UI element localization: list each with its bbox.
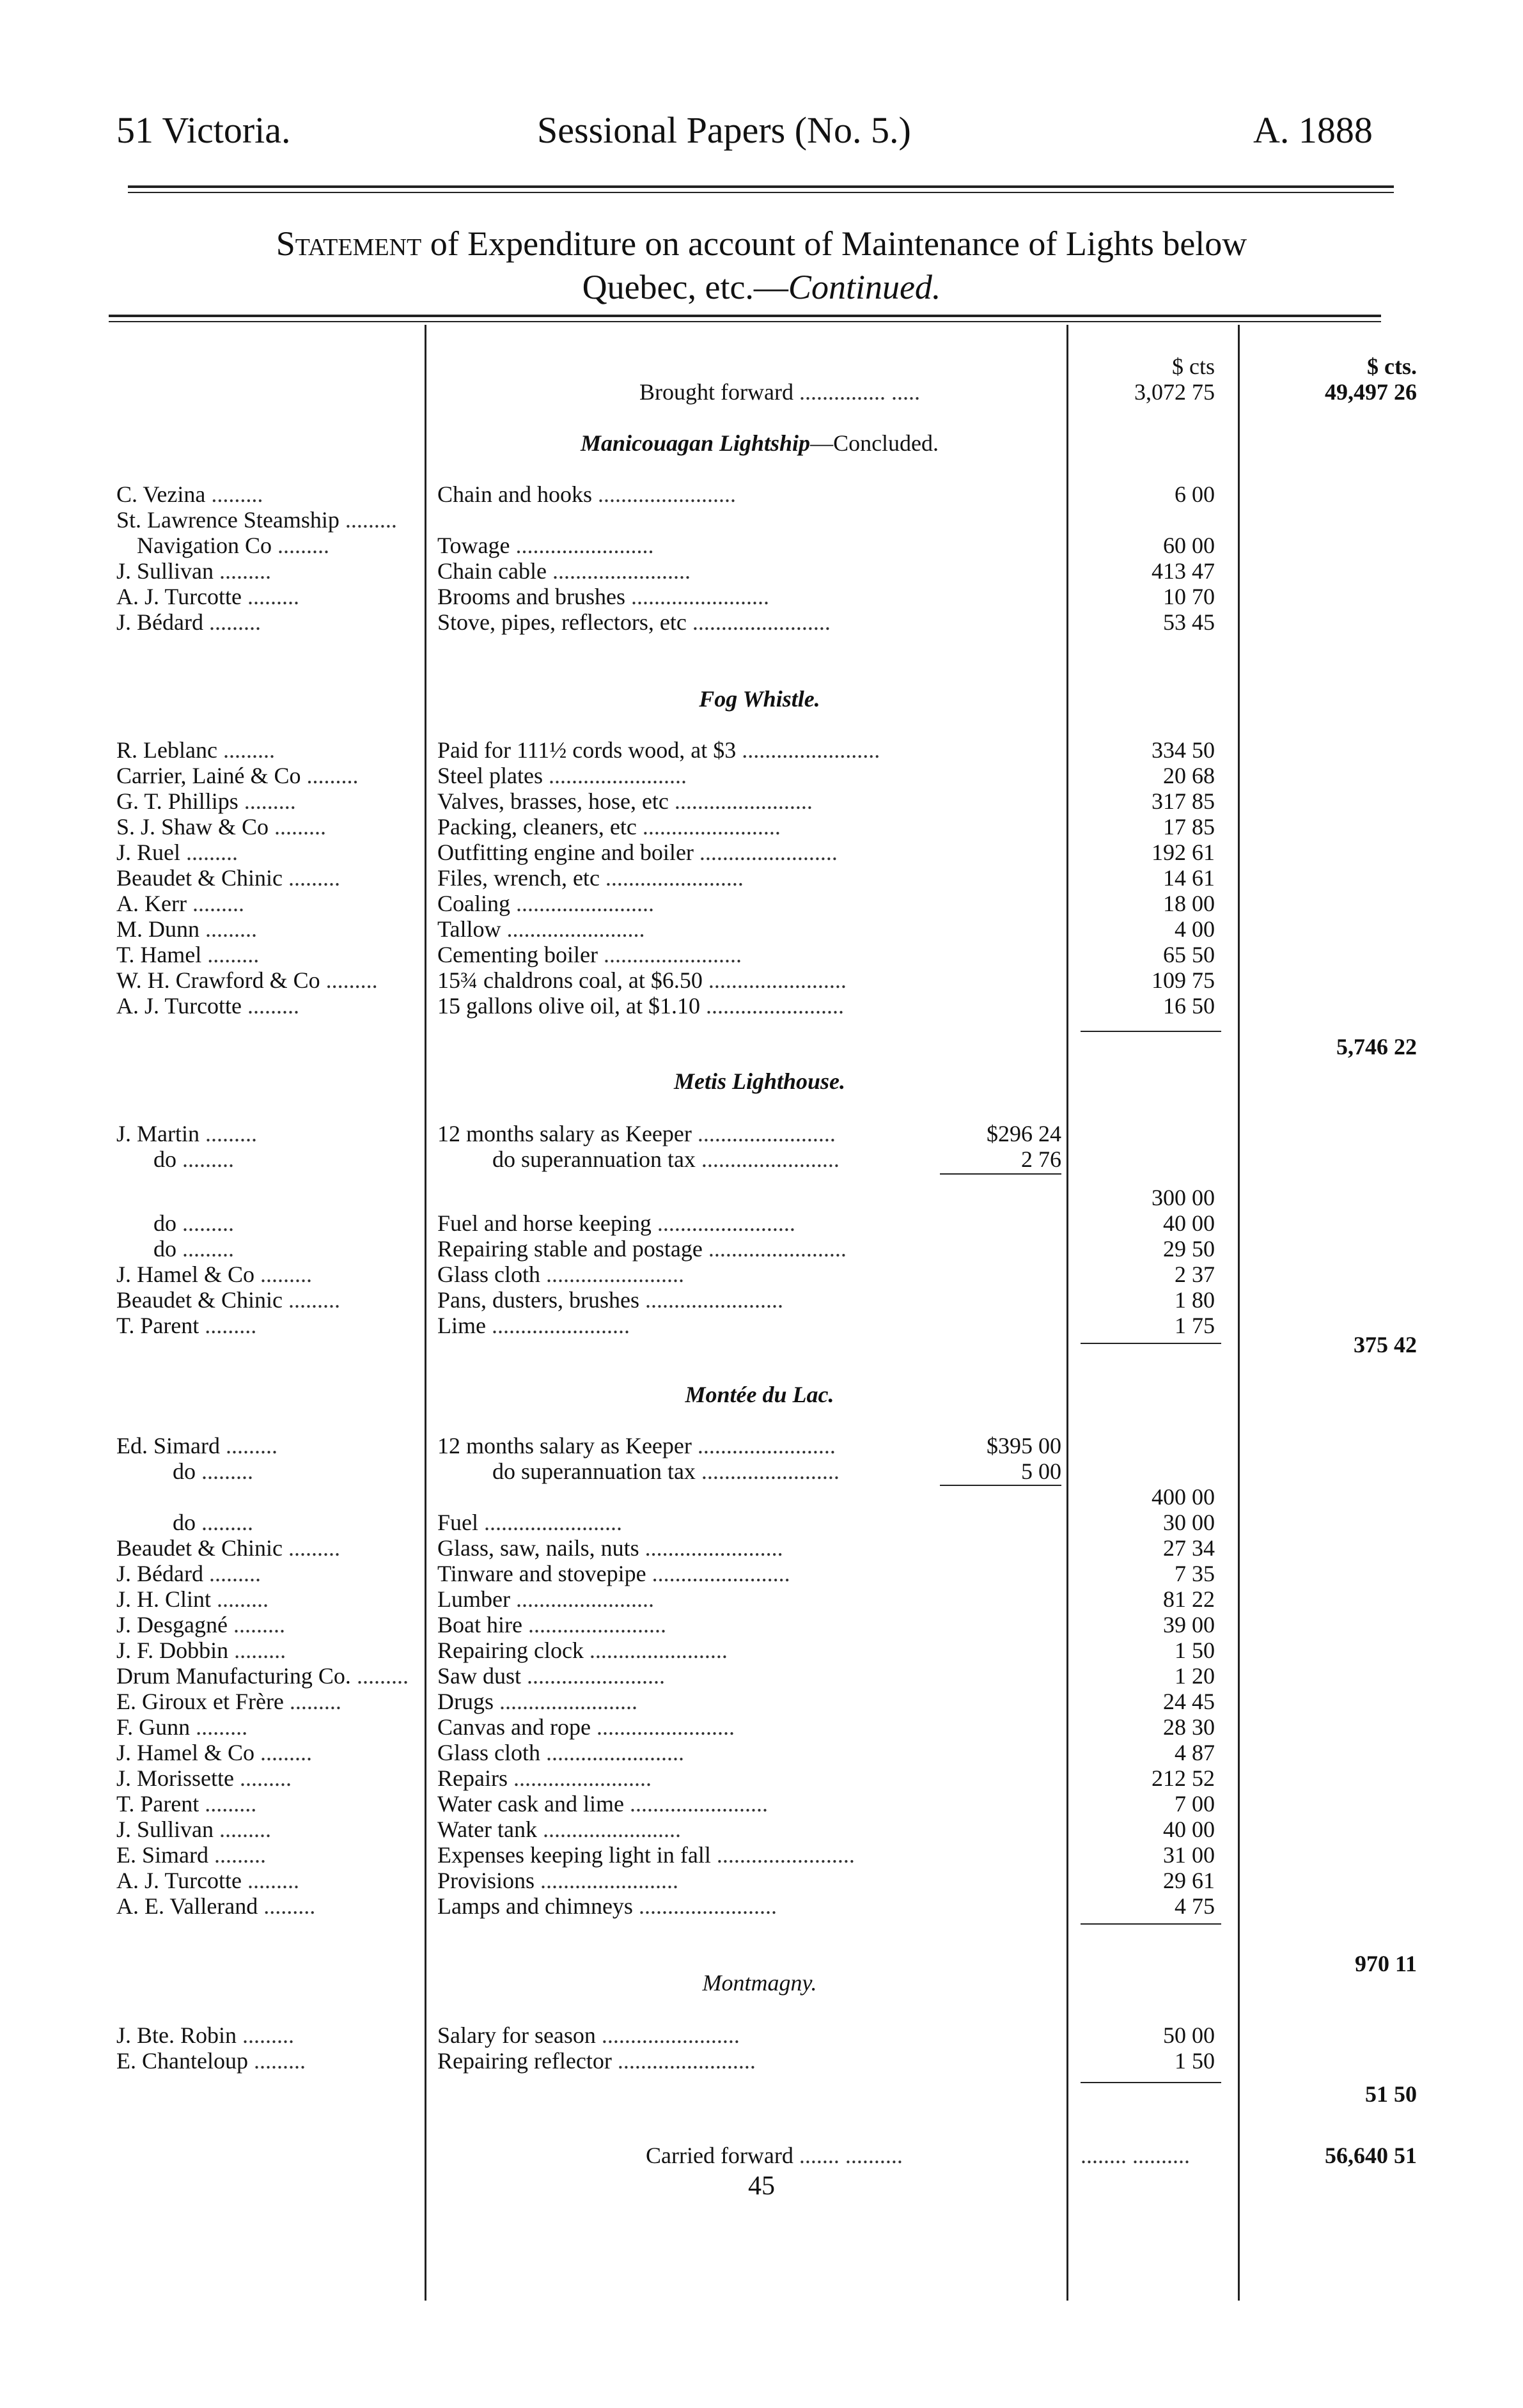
amount: 27 34 [1163, 1535, 1215, 1561]
leader-dots: ......... [238, 788, 296, 814]
salary-line: 12 months salary as Keeper ........................ [437, 1121, 836, 1146]
item: Expenses keeping light in fall ........................ [437, 1842, 855, 1868]
payee: A. J. Turcotte ......... [116, 584, 300, 609]
leader-dots: ......... [190, 1714, 248, 1740]
salary-line: 12 months salary as Keeper ........................ [437, 1433, 836, 1458]
leader-dots: ........................ [668, 788, 813, 814]
salary-rule [940, 1173, 1061, 1175]
superannuation-amount: 2 76 [1021, 1146, 1061, 1172]
item: Saw dust ........................ [437, 1663, 666, 1689]
header-rule-bottom [128, 192, 1394, 193]
payee: J. Bédard ......... [116, 609, 261, 635]
amount: 400 00 [1152, 1484, 1215, 1510]
leader-dots: ......... [282, 865, 340, 891]
statement-title-line1 [0, 224, 1523, 263]
leader-dots: ........................ [485, 1313, 630, 1338]
payee: Beaudet & Chinic ......... [116, 1287, 340, 1313]
leader-dots: ......... [186, 891, 244, 916]
leader-dots: ......... [208, 1842, 266, 1868]
leader-dots: ......... [320, 967, 378, 993]
amount: 4 75 [1175, 1893, 1215, 1919]
leader-dots: ........................ [590, 1714, 735, 1740]
section-total-metis: 375 42 [1354, 1332, 1417, 1357]
payee: R. Leblanc ......... [116, 737, 275, 763]
leader-dots: ........................ [702, 1236, 847, 1262]
amount: 81 22 [1163, 1586, 1215, 1612]
item: Glass, saw, nails, nuts ........................ [437, 1535, 783, 1561]
leader-dots: ......... [199, 1791, 257, 1817]
amount: 7 35 [1175, 1561, 1215, 1586]
leader-dots: ........................ [639, 1535, 783, 1561]
amount: 50 00 [1163, 2022, 1215, 2048]
running-header-right: A. 1888 [1253, 109, 1373, 151]
page-number: 45 [748, 2171, 775, 2201]
leader-dots: ......... [237, 2022, 295, 2048]
section-heading-manicouagan [437, 430, 1082, 457]
item: 15 gallons olive oil, at $1.10 ........................ [437, 993, 844, 1019]
payee: A. J. Turcotte ......... [116, 993, 300, 1019]
leader-dots: ......... [201, 942, 260, 967]
payee: J. Hamel & Co ......... [116, 1740, 312, 1765]
leader-dots: ........................ [646, 1561, 790, 1586]
column-divider-total [1238, 325, 1240, 2301]
payee: Drum Manufacturing Co. ......... [116, 1663, 409, 1689]
leader-dots: ........................ [494, 1689, 637, 1714]
amount: 1 50 [1175, 1638, 1215, 1663]
item: Fuel ........................ [437, 1510, 623, 1535]
amount: 53 45 [1163, 609, 1215, 635]
item: Chain and hooks ........................ [437, 481, 736, 507]
item: Tallow ........................ [437, 916, 645, 942]
payee: M. Dunn ......... [116, 916, 258, 942]
item: Lumber ........................ [437, 1586, 654, 1612]
payee: A. Kerr ......... [116, 891, 244, 916]
payee: J. Bte. Robin ......... [116, 2022, 295, 2048]
payee: J. Desgagné ......... [116, 1612, 285, 1638]
amount: 17 85 [1163, 814, 1215, 840]
leader-dots: ........................ [695, 1146, 840, 1172]
item: Chain cable ........................ [437, 558, 691, 584]
leader-dots: ......... [234, 1765, 292, 1791]
payee: Ed. Simard ......... [116, 1433, 277, 1458]
leader-dots: ......... [205, 481, 263, 507]
amount: 192 61 [1152, 840, 1215, 865]
leader-dots: ........................ [501, 916, 645, 942]
subtotal-rule [1081, 1031, 1221, 1032]
section-heading-fog-whistle: Fog Whistle. [699, 686, 820, 712]
leader-dots: ........................ [702, 967, 847, 993]
leader-dots: ........................ [510, 891, 654, 916]
running-header-center: Sessional Papers (No. 5.) [537, 109, 911, 151]
leader-dots: ........................ [522, 1612, 666, 1638]
item: Water cask and lime ........................ [437, 1791, 768, 1817]
leader-dots: ........................ [535, 1868, 679, 1893]
title-rule-bottom [109, 321, 1381, 322]
leader-dots: ........................ [537, 1817, 682, 1842]
leader-dots: ........................ [478, 1510, 623, 1535]
payee: W. H. Crawford & Co ......... [116, 967, 378, 993]
payee: Beaudet & Chinic ......... [116, 1535, 340, 1561]
statement-title-plain: Quebec, etc.— [582, 268, 788, 306]
section-heading-montee-du-lac: Montée du Lac. [685, 1382, 834, 1407]
payee: do ......... [153, 1210, 234, 1236]
payee: St. Lawrence Steamship ......... [116, 507, 397, 533]
payee: G. T. Phillips ......... [116, 788, 296, 814]
salary-amount: $395 00 [987, 1433, 1061, 1458]
payee: J. Martin ......... [116, 1121, 257, 1146]
amount: 65 50 [1163, 942, 1215, 967]
leader-dots: ........................ [623, 1791, 768, 1817]
carried-forward-text: Carried forward [646, 2143, 793, 2168]
subtotal-rule [1081, 1923, 1221, 1925]
leader-dots: ........................ [632, 1893, 777, 1919]
payee: do ......... [153, 1236, 234, 1262]
leader-dots: ......... [254, 1262, 312, 1287]
item: Repairs ........................ [437, 1765, 652, 1791]
leader-dots: ........................ [699, 993, 844, 1019]
leader-dots: ......... [227, 1612, 285, 1638]
payee: J. H. Clint ......... [116, 1586, 269, 1612]
amount: 29 61 [1163, 1868, 1215, 1893]
leader-dots: ........................ [736, 737, 880, 763]
section-total-montee: 970 11 [1354, 1951, 1417, 1976]
section-total-fog-whistle: 5,746 22 [1336, 1034, 1417, 1059]
leader-dots: ......... [301, 763, 359, 788]
payee: J. Sullivan ......... [116, 558, 272, 584]
payee: A. E. Vallerand ......... [116, 1893, 316, 1919]
item: Water tank ........................ [437, 1817, 682, 1842]
leader-dots: ......... [199, 1121, 257, 1146]
leader-dots: ......... [258, 1893, 316, 1919]
amount: 24 45 [1163, 1689, 1215, 1714]
payee: S. J. Shaw & Co ......... [116, 814, 327, 840]
item: Brooms and brushes ........................ [437, 584, 769, 609]
subtotal-rule [1081, 1343, 1221, 1344]
payee: E. Giroux et Frère ......... [116, 1689, 341, 1714]
amount: 6 00 [1175, 481, 1215, 507]
leader-dots: ........................ [639, 1287, 783, 1313]
leader-dots: ......... [242, 584, 300, 609]
payee: Navigation Co ......... [137, 533, 329, 558]
item: Valves, brasses, hose, etc ........................ [437, 788, 813, 814]
section-heading-plain: —Concluded. [810, 430, 939, 456]
salary-rule [940, 1485, 1061, 1486]
item: Lamps and chimneys ........................ [437, 1893, 777, 1919]
payee: do ......... [153, 1146, 234, 1172]
title-rule-top [109, 315, 1381, 317]
leader-dots: ........................ [591, 481, 736, 507]
leader-dots: ......... [180, 840, 238, 865]
item: Pans, dusters, brushes ........................ [437, 1287, 783, 1313]
leader-dots: ........................ [691, 1121, 836, 1146]
subtotal-rule [1081, 2082, 1221, 2083]
leader-dots: ......... [247, 2048, 306, 2074]
leader-dots: ......... [217, 737, 275, 763]
leader-dots: ......... [282, 1535, 340, 1561]
brought-forward-text: Brought forward [639, 379, 793, 405]
amount: 30 00 [1163, 1510, 1215, 1535]
leader-dots: ........................ [521, 1663, 666, 1689]
leader-dots: ........................ [510, 533, 654, 558]
payee: J. Hamel & Co ......... [116, 1262, 312, 1287]
header-rule-top [128, 185, 1394, 188]
statement-title-italic: Continued. [788, 268, 941, 306]
payee: A. J. Turcotte ......... [116, 1868, 300, 1893]
amount: 300 00 [1152, 1185, 1215, 1210]
leader-dots: ......... [203, 1561, 261, 1586]
item: Towage ........................ [437, 533, 654, 558]
leader-dots: ........................ [595, 2022, 740, 2048]
leader-dots: ........................ [611, 2048, 756, 2074]
payee: do ......... [173, 1510, 253, 1535]
amount: 40 00 [1163, 1817, 1215, 1842]
item: Lime ........................ [437, 1313, 630, 1338]
payee: E. Simard ......... [116, 1842, 266, 1868]
leader-dots: ........................ [597, 942, 742, 967]
item: Repairing stable and postage ........................ [437, 1236, 847, 1262]
payee: J. Morissette ......... [116, 1765, 292, 1791]
leader-dots: ........................ [510, 1586, 654, 1612]
amount: 31 00 [1163, 1842, 1215, 1868]
leader-dots: ......... [271, 533, 329, 558]
amount: 1 75 [1175, 1313, 1215, 1338]
item: Files, wrench, etc ........................ [437, 865, 744, 891]
item: Repairing clock ........................ [437, 1638, 728, 1663]
leader-dots: ......... [176, 1146, 234, 1172]
amount: 413 47 [1152, 558, 1215, 584]
amount: 1 20 [1175, 1663, 1215, 1689]
leader-dots: ......... [211, 1586, 269, 1612]
payee: J. Sullivan ......... [116, 1817, 272, 1842]
item: Coaling ........................ [437, 891, 654, 916]
payee: E. Chanteloup ......... [116, 2048, 306, 2074]
amount: 317 85 [1152, 788, 1215, 814]
amount: 14 61 [1163, 865, 1215, 891]
amount: 29 50 [1163, 1236, 1215, 1262]
amount: 10 70 [1163, 584, 1215, 609]
item: Drugs ........................ [437, 1689, 637, 1714]
payee: J. Ruel ......... [116, 840, 238, 865]
item: 15¾ chaldrons coal, at $6.50 ........................ [437, 967, 847, 993]
leader-dots: ......... [199, 1313, 257, 1338]
leader-dots: ........................ [540, 1740, 684, 1765]
statement-title-line2 [0, 267, 1523, 307]
payee: T. Hamel ......... [116, 942, 260, 967]
brought-forward-amount: 3,072 75 [1134, 379, 1215, 405]
leader-dots: ........................ [542, 763, 687, 788]
leader-dots: ........................ [540, 1262, 684, 1287]
item: Packing, cleaners, etc ........................ [437, 814, 781, 840]
section-heading-montmagny: Montmagny. [702, 1970, 817, 1996]
leader-dots: ......... [214, 558, 272, 584]
brought-forward-label: Brought forward ............... ..... [639, 379, 920, 405]
section-total-montmagny: 51 50 [1365, 2081, 1417, 2107]
amount: 2 37 [1175, 1262, 1215, 1287]
amount: 212 52 [1152, 1765, 1215, 1791]
item: Boat hire ........................ [437, 1612, 666, 1638]
leader-dots: ......... [176, 1236, 234, 1262]
carried-forward-label: Carried forward ....... .......... [646, 2143, 903, 2168]
superannuation-amount: 5 00 [1021, 1458, 1061, 1484]
superannuation-line: do superannuation tax ........................ [492, 1146, 840, 1172]
item: Paid for 111½ cords wood, at $3 ........................ [437, 737, 880, 763]
item: Glass cloth ........................ [437, 1262, 684, 1287]
amount: 1 80 [1175, 1287, 1215, 1313]
leader-dots: ........................ [546, 558, 691, 584]
brought-forward-total: 49,497 26 [1325, 379, 1417, 405]
amount: 40 00 [1163, 1210, 1215, 1236]
leader-dots: ......... [228, 1638, 286, 1663]
amount: 60 00 [1163, 533, 1215, 558]
amount-column-head: $ cts [1172, 354, 1215, 379]
amount: 7 00 [1175, 1791, 1215, 1817]
leader-dots: ......... [350, 1663, 409, 1689]
amount: 109 75 [1152, 967, 1215, 993]
statement-title-rest: of Expenditure on account of Maintenance of Lights below [421, 224, 1247, 263]
leader-dots: ......... [242, 1868, 300, 1893]
item: Outfitting engine and boiler ........................ [437, 840, 838, 865]
leader-dots: ......... [339, 507, 397, 533]
amount: 334 50 [1152, 737, 1215, 763]
item: Tinware and stovepipe ........................ [437, 1561, 790, 1586]
leader-dots: ......... [254, 1740, 312, 1765]
total-column-head: $ cts. [1367, 354, 1417, 379]
item: Canvas and rope ........................ [437, 1714, 735, 1740]
item: Cementing boiler ........................ [437, 942, 742, 967]
payee: T. Parent ......... [116, 1313, 257, 1338]
item: Stove, pipes, reflectors, etc ........................ [437, 609, 831, 635]
amount: 4 00 [1175, 916, 1215, 942]
payee: J. F. Dobbin ......... [116, 1638, 286, 1663]
amount: 39 00 [1163, 1612, 1215, 1638]
leader-dots: ......... [242, 993, 300, 1019]
leader-dots: ......... [214, 1817, 272, 1842]
item: Steel plates ........................ [437, 763, 687, 788]
leader-dots: ........................ [693, 840, 838, 865]
amount: 4 87 [1175, 1740, 1215, 1765]
section-heading-metis: Metis Lighthouse. [673, 1068, 846, 1094]
payee: Carrier, Lainé & Co ......... [116, 763, 359, 788]
leader-dots: ......... [196, 1510, 253, 1535]
payee: C. Vezina ......... [116, 481, 263, 507]
amount: 28 30 [1163, 1714, 1215, 1740]
item: Provisions ........................ [437, 1868, 679, 1893]
payee: do ......... [173, 1458, 253, 1484]
leader-dots: ......... [283, 1689, 341, 1714]
leader-dots: ........................ [710, 1842, 855, 1868]
leader-dots: ........................ [695, 1458, 840, 1484]
leader-dots: ......... [203, 609, 261, 635]
running-header-left: 51 Victoria. [116, 109, 291, 151]
salary-amount: $296 24 [987, 1121, 1061, 1146]
superannuation-line: do superannuation tax ........................ [492, 1458, 840, 1484]
leader-dots: ......... [282, 1287, 340, 1313]
amount: 1 50 [1175, 2048, 1215, 2074]
leader-dots: ........................ [583, 1638, 728, 1663]
item: Fuel and horse keeping ........................ [437, 1210, 795, 1236]
carried-forward-amount-dots: ........ .......... [1081, 2143, 1190, 2168]
leader-dots: ........................ [636, 814, 781, 840]
payee: F. Gunn ......... [116, 1714, 248, 1740]
leader-dots: ........................ [599, 865, 744, 891]
column-divider-amount [1066, 325, 1068, 2301]
payee: T. Parent ......... [116, 1791, 257, 1817]
statement-word: Statement [276, 224, 422, 263]
leader-dots: ......... [199, 916, 258, 942]
leader-dots: ......... [196, 1458, 253, 1484]
section-heading-italic: Manicouagan Lightship [580, 430, 811, 456]
amount: 18 00 [1163, 891, 1215, 916]
carried-forward-total: 56,640 51 [1325, 2143, 1417, 2168]
payee: Beaudet & Chinic ......... [116, 865, 340, 891]
leader-dots: ........................ [691, 1433, 836, 1458]
item: Repairing reflector ........................ [437, 2048, 756, 2074]
column-divider-payee [425, 325, 426, 2301]
amount: 16 50 [1163, 993, 1215, 1019]
amount: 20 68 [1163, 763, 1215, 788]
leader-dots: ......... [219, 1433, 277, 1458]
leader-dots: ......... [269, 814, 327, 840]
leader-dots: ........................ [625, 584, 769, 609]
leader-dots: ........................ [507, 1765, 652, 1791]
leader-dots: ........................ [651, 1210, 795, 1236]
item: Glass cloth ........................ [437, 1740, 684, 1765]
item: Salary for season ........................ [437, 2022, 740, 2048]
leader-dots: ........................ [686, 609, 831, 635]
leader-dots: ......... [176, 1210, 234, 1236]
payee: J. Bédard ......... [116, 1561, 261, 1586]
